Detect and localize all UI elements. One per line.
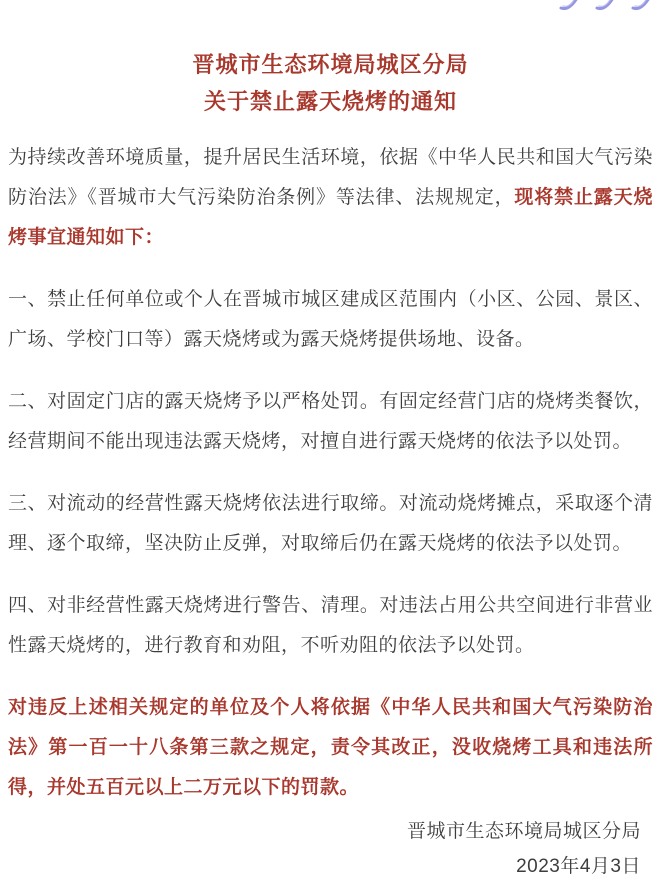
notice-item-1: 一、禁止任何单位或个人在晋城市城区建成区范围内（小区、公园、景区、广场、学校门口等）露天烧烤或为露天烧烤提供场地、设备。 [8, 289, 653, 350]
intro-highlight-text: 现将禁止露天烧烤事宜通知如下： [8, 187, 653, 248]
notice-title-line1: 晋城市生态环境局城区分局 [192, 52, 469, 77]
decorative-swoosh-icons [557, 0, 657, 14]
signature-block [8, 814, 653, 884]
intro-text: 为持续改善环境质量，提升居民生活环境，依据《中华人民共和国大气污染防治法》《晋城市大气污染防治条例》等法律、法规规定， [8, 147, 653, 208]
notice-item-4: 四、对非经营性露天烧烤进行警告、清理。对违法占用公共空间进行非营业性露天烧烤的，进行教育和劝阻，不听劝阻的依法予以处罚。 [8, 595, 653, 656]
signature-date: 2023年4月3日 [516, 856, 641, 877]
penalty-paragraph: 对违反上述相关规定的单位及个人将依据《中华人民共和国大气污染防治法》第一百一十八条第三款之规定，责令其改正，没收烧烤工具和违法所得，并处五百元以上二万元以下的罚款。 [8, 697, 653, 798]
notice-title-line2: 关于禁止露天烧烤的通知 [203, 89, 457, 114]
notice-title [8, 46, 653, 120]
intro-paragraph [8, 138, 653, 258]
notice-item-2: 二、对固定门店的露天烧烤予以严格处罚。有固定经营门店的烧烤类餐饮，经营期间不能出现违法露天烧烤，对擅自进行露天烧烤的依法予以处罚。 [8, 391, 653, 452]
signature-agency: 晋城市生态环境局城区分局 [406, 821, 641, 842]
notice-item-3: 三、对流动的经营性露天烧烤依法进行取缔。对流动烧烤摊点，采取逐个清理、逐个取缔，坚决防止反弹，对取缔后仍在露天烧烤的依法予以处罚。 [8, 493, 653, 554]
